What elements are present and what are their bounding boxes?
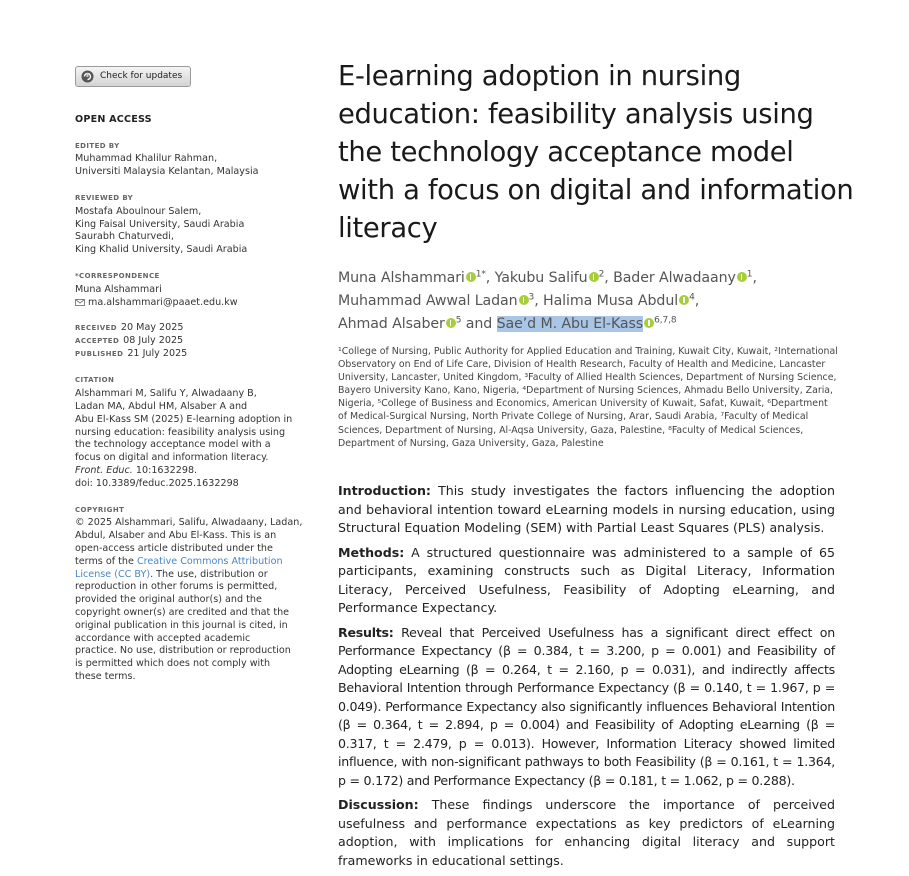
citation-volume: 10:1632298. (132, 464, 198, 476)
article-sidebar (75, 66, 305, 684)
author-separator: , (694, 293, 700, 309)
methods-text: A structured questionnaire was administered to a sample of 65 participants, examining constructs such as Digital Literacy, Information Literacy, Perceived Usefulness, Feasibility of Adopting eLearning, and Performance Expectancy. (338, 544, 835, 615)
abstract-introduction (338, 482, 835, 538)
author-name[interactable]: Halima Musa Abdul (543, 293, 679, 309)
author-affiliation-number: 1 (746, 269, 753, 280)
author-affiliation-number: 6,7,8 (654, 315, 677, 326)
editor-line: Universiti Malaysia Kelantan, Malaysia (75, 166, 259, 178)
published-row (75, 348, 305, 361)
open-access-label: OPEN ACCESS (75, 113, 152, 125)
copyright-label: COPYRIGHT (75, 505, 125, 514)
reviewed-by-section (75, 192, 305, 257)
author-affiliation-number: 4 (689, 292, 695, 303)
email-row (75, 297, 305, 310)
copyright-text: . The use, distribution or (150, 568, 268, 580)
reviewer-line: Saurabh Chaturvedi, (75, 231, 174, 243)
author-name[interactable]: Muhammad Awwal Ladan (338, 293, 518, 309)
edited-by-label: EDITED BY (75, 141, 120, 150)
reviewed-by-label: REVIEWED BY (75, 193, 134, 202)
received-row (75, 322, 305, 335)
citation-label: CITATION (75, 376, 115, 385)
edited-by-section (75, 140, 305, 179)
copyright-line: original publication in this journal is cited, in (75, 619, 288, 631)
author-affiliation-number: 5 (455, 315, 462, 326)
orcid-icon[interactable] (446, 318, 456, 328)
author-name[interactable]: Ahmad Alsaber (338, 316, 445, 332)
citation-doi[interactable]: doi: 10.3389/feduc.2025.1632298 (75, 477, 239, 489)
citation-section (75, 374, 305, 490)
envelope-icon (75, 299, 85, 306)
check-updates-label: Check for updates (100, 71, 183, 82)
citation-line: Alshammari M, Salifu Y, Alwadaany B, (75, 388, 257, 400)
orcid-icon[interactable] (679, 295, 689, 305)
author-separator: , (534, 293, 544, 309)
copyright-line: practice. No use, distribution or reproduction (75, 645, 291, 657)
discussion-label: Discussion: (338, 797, 419, 812)
accepted-date: 08 July 2025 (123, 335, 184, 347)
copyright-section (75, 504, 305, 684)
abstract-discussion (338, 796, 835, 870)
copyright-text: terms of the (75, 555, 137, 567)
introduction-label: Introduction: (338, 483, 431, 498)
cc-license-link[interactable]: Creative Commons Attribution (136, 555, 283, 567)
copyright-line: copyright owner(s) are credited and that the (75, 606, 290, 618)
citation-line: the technology acceptance model with a (75, 439, 271, 451)
copyright-line: provided the original author(s) and the (75, 594, 262, 606)
accepted-label: ACCEPTED (75, 337, 120, 346)
copyright-line: Abdul, Alsaber and Abu El-Kass. This is an (75, 530, 277, 542)
copyright-line: these terms. (75, 670, 136, 682)
editor-line: Muhammad Khalilur Rahman, (75, 153, 218, 165)
citation-line: nursing education: feasibility analysis using (75, 426, 286, 438)
author-separator: , (604, 270, 614, 286)
reviewer-line: Mostafa Aboulnour Salem, (75, 205, 202, 217)
results-label: Results: (338, 624, 394, 640)
article-title: E-learning adoption in nursing education: feasibility analysis using the technology acceptance model with a focus on digital and information literacy (338, 61, 854, 244)
citation-journal-line (75, 465, 305, 478)
reviewer-line: King Khalid University, Saudi Arabia (75, 244, 248, 256)
copyright-line (75, 556, 305, 569)
abstract (338, 482, 835, 876)
copyright-line: reproduction in other forums is permitted, (75, 581, 278, 593)
copyright-line: © 2025 Alshammari, Salifu, Alwadaany, Ladan, (75, 517, 303, 529)
author-name[interactable]: Yakubu Salifu (494, 270, 588, 286)
orcid-icon[interactable] (644, 318, 654, 328)
author-separator: , (485, 270, 495, 286)
abstract-results (338, 624, 835, 791)
discussion-text: These findings underscore the importance of perceived usefulness and performance expectations as key predictors of eLearning adoption, with implications for enhancing digital literacy and support frameworks in educational settings. (338, 797, 835, 868)
orcid-icon[interactable] (737, 272, 747, 282)
author-affiliation-number: 2 (598, 269, 605, 280)
orcid-icon[interactable] (466, 272, 476, 282)
author-affiliation-number: 1* (475, 269, 486, 280)
correspondence-email[interactable]: ma.alshammari@paaet.edu.kw (88, 296, 238, 308)
correspondence-label: *CORRESPONDENCE (75, 271, 160, 280)
received-date: 20 May 2025 (120, 322, 184, 334)
correspondent-name: Muna Alshammari (75, 283, 162, 295)
author-name-highlighted[interactable]: Sae’d M. Abu El-Kass (496, 316, 644, 332)
orcid-icon[interactable] (589, 272, 599, 282)
author-name[interactable]: Bader Alwadaany (613, 270, 736, 286)
check-updates-icon (81, 70, 94, 83)
cc-license-link-2[interactable]: License (CC BY) (75, 568, 151, 580)
citation-line: Abu El-Kass SM (2025) E-learning adoption in (75, 413, 293, 425)
methods-label: Methods: (338, 544, 405, 560)
author-and: and (461, 316, 497, 332)
author-separator: , (752, 270, 757, 286)
citation-line: focus on digital and information literacy. (75, 452, 269, 464)
check-for-updates-button[interactable] (75, 66, 191, 87)
results-text: Reveal that Perceived Usefulness has a significant direct effect on Performance Expectancy (β = 0.384, t = 3.200, p = 0.001) and Feasibility of Adopting eLearning (β = 0.264, t = 2.160, p = 0.031), and indirectly affects Behavioral Intention through Performance Expectancy (β = 0.140, t = 1.967, p = 0.049). Performance Expectancy also significantly influences Behavioral Intention (β = 0.364, t = 2.894, p = 0.004) and Feasibility of Adopting eLearning (β = 0.317, t = 2.479, p = 0.013). However, Information Literacy showed limited influence, with non-significant pathways to both Feasibility (β = 0.161, t = 1.364, p = 0.172) and Performance Expectancy (β = 0.181, t = 1.062, p = 0.288). (338, 624, 835, 788)
copyright-line: open-access article distributed under the (75, 542, 273, 554)
received-label: RECEIVED (75, 324, 117, 333)
copyright-line: accordance with accepted academic (75, 632, 251, 644)
dates-section (75, 322, 305, 361)
reviewer-line: King Faisal University, Saudi Arabia (75, 218, 245, 230)
citation-journal: Front. Educ. (75, 464, 133, 476)
published-label: PUBLISHED (75, 350, 124, 359)
author-name[interactable]: Muna Alshammari (338, 270, 465, 286)
abstract-methods (338, 544, 835, 618)
published-date: 21 July 2025 (127, 348, 188, 360)
correspondence-section (75, 270, 305, 309)
affiliations: ¹College of Nursing, Public Authority for Applied Education and Training, Kuwait City, Kuwait, ²International Observatory on End of Life Care, Division of Health Research, Faculty of Health and Medicine, Lancaster University, Lancaster, United Kingdom, ³Faculty of Allied Health Sciences, Department of Nursing Science, Bayero University Kano, Kano, Nigeria, ⁴Department of Nursing Sciences, Ahmadu Bello University, Zaria, Nigeria, ⁵College of Business and Economics, American University of Kuwait, Safat, Kuwait, ⁶Department of Medical-Surgical Nursing, North Private College of Nursing, Arar, Saudi Arabia, ⁷Faculty of Medical Sciences, Department of Nursing, Al-Aqsa University, Gaza, Palestine, ⁸Faculty of Medical Sciences, Department of Nursing, Gaza University, Gaza, Palestine (338, 346, 838, 449)
author-list (338, 267, 858, 336)
accepted-row (75, 335, 305, 348)
copyright-line (75, 569, 305, 582)
citation-line: Ladan MA, Abdul HM, Alsaber A and (75, 400, 248, 412)
copyright-line: is permitted which does not comply with (75, 658, 271, 670)
author-affiliation-number: 3 (528, 292, 535, 303)
orcid-icon[interactable] (519, 295, 529, 305)
introduction-text: This study investigates the factors influencing the adoption and behavioral intention toward eLearning models in nursing education, using Structural Equation Modeling (SEM) with Partial Least Squares (PLS) analysis. (338, 483, 835, 535)
